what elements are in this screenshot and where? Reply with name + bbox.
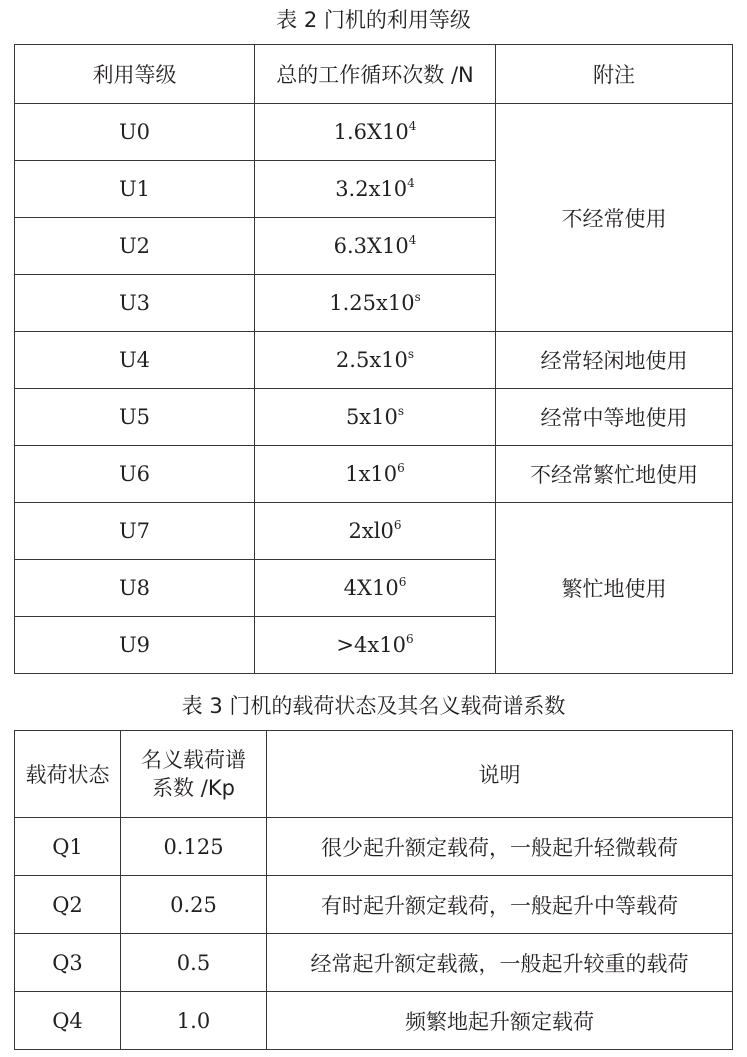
utilization-level: U4 xyxy=(15,332,255,389)
header-utilization-class: 利用等级 xyxy=(15,45,255,104)
table-row xyxy=(15,934,733,992)
load-description: 很少起升额定载荷，一般起升轻微载荷 xyxy=(267,818,733,876)
note-cell: 繁忙地使用 xyxy=(496,503,733,674)
load-description: 频繁地起升额定载荷 xyxy=(267,992,733,1050)
header-load-state: 载荷状态 xyxy=(15,731,121,818)
cycle-count xyxy=(255,218,496,275)
load-description: 经常起升额定载薇，一般起升较重的载荷 xyxy=(267,934,733,992)
utilization-level: U9 xyxy=(15,617,255,674)
note-cell: 不经常使用 xyxy=(496,104,733,332)
header-work-cycles: 总的工作循环次数 /N xyxy=(255,45,496,104)
cycle-exponent: 6 xyxy=(398,575,407,589)
load-coefficient: 0.5 xyxy=(121,934,267,992)
cycle-base: 1.25x10 xyxy=(329,291,415,315)
cycle-base: 2xl0 xyxy=(348,519,394,543)
cycle-base: 1.6X10 xyxy=(333,120,409,144)
table-row xyxy=(15,992,733,1050)
cycle-exponent: 6 xyxy=(405,632,414,646)
cycle-base: 2.5x10 xyxy=(335,348,408,372)
header-notes: 附注 xyxy=(496,45,733,104)
cycle-count xyxy=(255,104,496,161)
load-state: Q3 xyxy=(15,934,121,992)
load-coefficient: 0.125 xyxy=(121,818,267,876)
utilization-class-table xyxy=(14,44,733,674)
table-row xyxy=(15,389,733,446)
cycle-base: 1x10 xyxy=(345,462,398,486)
cycle-exponent: 6 xyxy=(393,518,402,532)
table3-caption: 表 3 门机的载荷状态及其名义载荷谱系数 xyxy=(181,694,566,718)
load-coefficient: 0.25 xyxy=(121,876,267,934)
cycle-exponent: s xyxy=(414,290,421,304)
table-header-row xyxy=(15,45,733,104)
load-state-table xyxy=(14,730,733,1050)
note-cell: 不经常繁忙地使用 xyxy=(496,446,733,503)
cycle-base: 3.2x10 xyxy=(335,177,408,201)
cycle-count xyxy=(255,446,496,503)
header-coef-line2: 系数 /Kp xyxy=(152,776,235,800)
table-row xyxy=(15,332,733,389)
utilization-level: U6 xyxy=(15,446,255,503)
cycle-exponent: 6 xyxy=(397,461,405,475)
cycle-base: 5x10 xyxy=(345,405,398,429)
cycle-exponent: 4 xyxy=(408,233,417,247)
cycle-exponent: 4 xyxy=(408,119,417,133)
utilization-level: U3 xyxy=(15,275,255,332)
cycle-count xyxy=(255,560,496,617)
cycle-exponent: 4 xyxy=(407,176,415,190)
cycle-base: 6.3X10 xyxy=(333,234,409,258)
note-cell: 经常轻闲地使用 xyxy=(496,332,733,389)
note-cell: 经常中等地使用 xyxy=(496,389,733,446)
utilization-level: U8 xyxy=(15,560,255,617)
cycle-count xyxy=(255,332,496,389)
table-row xyxy=(15,876,733,934)
table-row xyxy=(15,818,733,876)
header-coef-line1: 名义载荷谱 xyxy=(141,748,246,772)
utilization-level: U2 xyxy=(15,218,255,275)
cycle-count xyxy=(255,617,496,674)
utilization-level: U7 xyxy=(15,503,255,560)
load-coefficient: 1.0 xyxy=(121,992,267,1050)
cycle-count xyxy=(255,389,496,446)
cycle-count xyxy=(255,275,496,332)
cycle-base: 4X10 xyxy=(343,576,399,600)
header-description: 说明 xyxy=(267,731,733,818)
table-row xyxy=(15,104,733,161)
utilization-level: U0 xyxy=(15,104,255,161)
load-state: Q1 xyxy=(15,818,121,876)
cycle-exponent: s xyxy=(397,404,405,418)
load-state: Q4 xyxy=(15,992,121,1050)
cycle-exponent: s xyxy=(407,347,415,361)
load-state: Q2 xyxy=(15,876,121,934)
utilization-level: U5 xyxy=(15,389,255,446)
header-load-spectrum-coefficient xyxy=(121,731,267,818)
table-header-row xyxy=(15,731,733,818)
cycle-base: >4x10 xyxy=(336,633,406,657)
utilization-level: U1 xyxy=(15,161,255,218)
table-row xyxy=(15,503,733,560)
load-description: 有时起升额定载荷，一般起升中等载荷 xyxy=(267,876,733,934)
table2-caption: 表 2 门机的利用等级 xyxy=(276,8,471,32)
table-row xyxy=(15,446,733,503)
cycle-count xyxy=(255,503,496,560)
cycle-count xyxy=(255,161,496,218)
